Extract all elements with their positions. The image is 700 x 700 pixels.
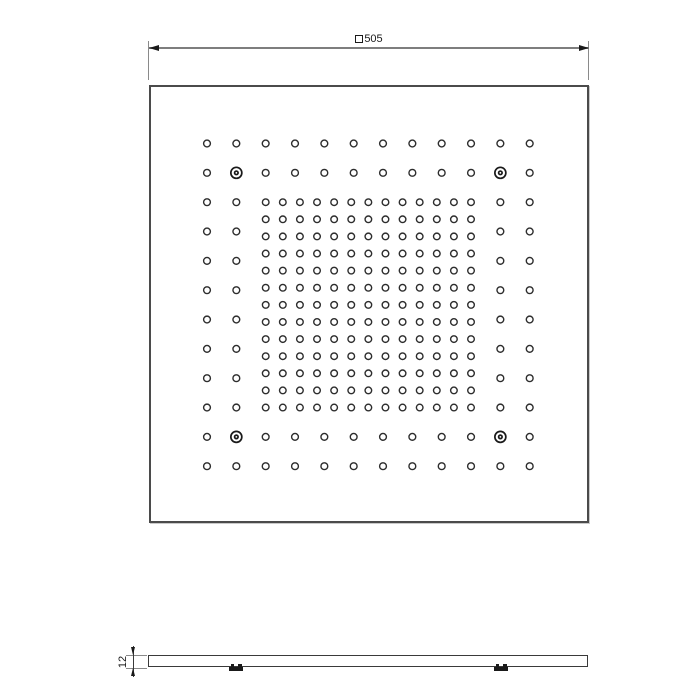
dimension-label-12 [117, 651, 129, 673]
mounting-nub-left [229, 667, 243, 671]
square-symbol [355, 35, 363, 43]
dim-arrow-down-icon [131, 647, 135, 655]
dim-arrow-up-icon [131, 668, 135, 676]
dimension-value-505: 505 [364, 33, 383, 45]
shower-plate-face [149, 85, 589, 523]
dimension-label-505 [337, 33, 401, 45]
dim-arrow-left-icon [149, 45, 159, 51]
dimension-value-12: 12 [117, 655, 129, 669]
mounting-nub-right [494, 667, 508, 671]
extension-line-profile-top [126, 655, 147, 656]
extension-line-profile-bottom [126, 668, 147, 669]
shower-plate-profile [148, 655, 588, 667]
dimension-line-505 [149, 47, 589, 49]
dim-arrow-right-icon [579, 45, 589, 51]
